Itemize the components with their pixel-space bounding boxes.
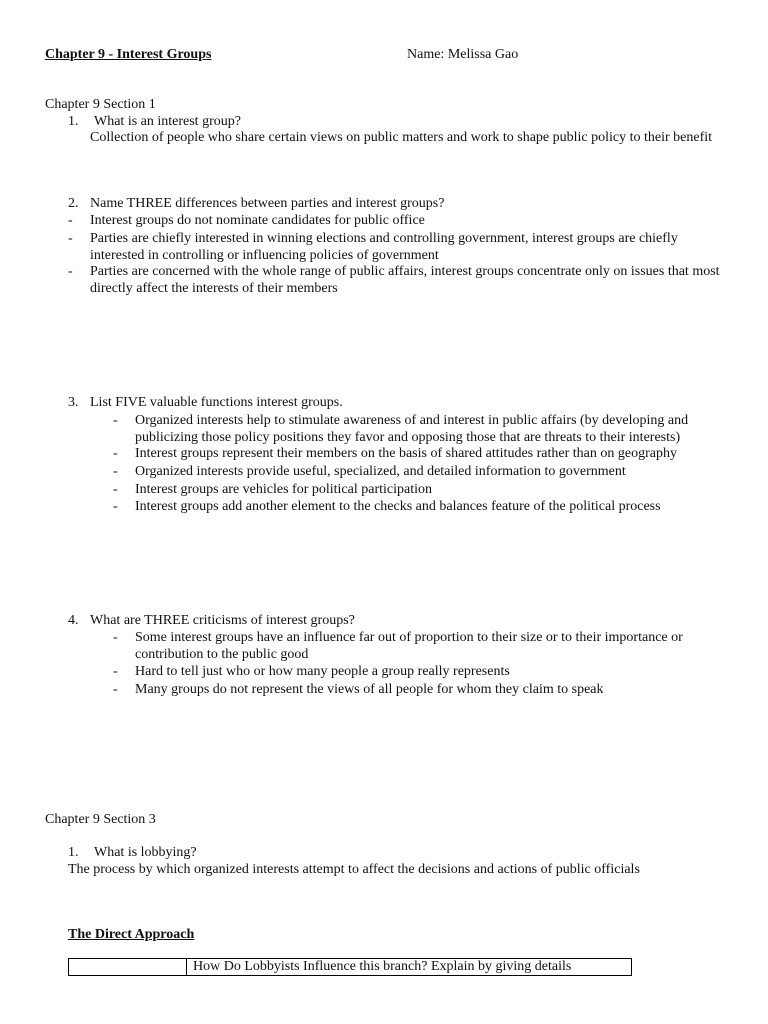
- question-text: What is lobbying?: [94, 845, 197, 860]
- question-number: 1.: [68, 845, 79, 860]
- list-item: Many groups do not represent the views of all people for whom they claim to speak: [135, 682, 604, 697]
- list-item: Organized interests help to stimulate awareness of and interest in public affairs (by developing and publicizing those policy positions they favor and opposing those that are threats to their interests): [135, 413, 689, 445]
- bullet-dash: -: [113, 482, 118, 497]
- student-name: Name: Melissa Gao: [407, 47, 519, 62]
- question-text: List FIVE valuable functions interest groups.: [90, 395, 343, 410]
- list-item: Parties are concerned with the whole range of public affairs, interest groups concentrate only on issues that most directly affect the interests of their members: [90, 264, 720, 296]
- question-number: 2.: [68, 196, 79, 211]
- table-header-cell: How Do Lobbyists Influence this branch? Explain by giving details: [187, 959, 632, 976]
- bullet-dash: -: [113, 446, 118, 461]
- table-cell-empty: [69, 959, 187, 976]
- table-row: [69, 959, 632, 976]
- list-item: Interest groups add another element to the checks and balances feature of the political process: [135, 499, 661, 514]
- question-number: 4.: [68, 613, 79, 628]
- question-text: What is an interest group?: [94, 114, 241, 129]
- document-title: Chapter 9 - Interest Groups: [45, 47, 212, 62]
- bullet-dash: -: [113, 682, 118, 697]
- list-item: Some interest groups have an influence far out of proportion to their size or to their importance or contribution to the public good: [135, 630, 683, 662]
- bullet-dash: -: [113, 664, 118, 679]
- bullet-dash: -: [113, 630, 118, 645]
- bullet-dash: -: [113, 413, 118, 428]
- bullet-dash: -: [113, 464, 118, 479]
- answer-text: Collection of people who share certain views on public matters and work to shape public policy to their benefit: [90, 130, 713, 145]
- list-item: Interest groups do not nominate candidates for public office: [90, 213, 425, 228]
- list-item: Interest groups represent their members on the basis of shared attitudes rather than on geography: [135, 446, 677, 461]
- bullet-dash: -: [68, 264, 73, 279]
- bullet-dash: -: [113, 499, 118, 514]
- list-item: Parties are chiefly interested in winning elections and controlling government, interest groups are chiefly interested in controlling or influencing policies of government: [90, 231, 678, 263]
- question-text: Name THREE differences between parties and interest groups?: [90, 196, 445, 211]
- question-number: 1.: [68, 114, 79, 129]
- subheading: The Direct Approach: [68, 927, 195, 942]
- section-heading: Chapter 9 Section 3: [45, 812, 156, 827]
- bullet-dash: -: [68, 213, 73, 228]
- lobbying-table: [68, 958, 632, 976]
- list-item: Organized interests provide useful, specialized, and detailed information to government: [135, 464, 626, 479]
- section-heading: Chapter 9 Section 1: [45, 97, 156, 112]
- list-item: Interest groups are vehicles for political participation: [135, 482, 433, 497]
- question-number: 3.: [68, 395, 79, 410]
- answer-text: The process by which organized interests attempt to affect the decisions and actions of public officials: [68, 862, 640, 877]
- question-text: What are THREE criticisms of interest groups?: [90, 613, 355, 628]
- bullet-dash: -: [68, 231, 73, 246]
- list-item: Hard to tell just who or how many people a group really represents: [135, 664, 510, 679]
